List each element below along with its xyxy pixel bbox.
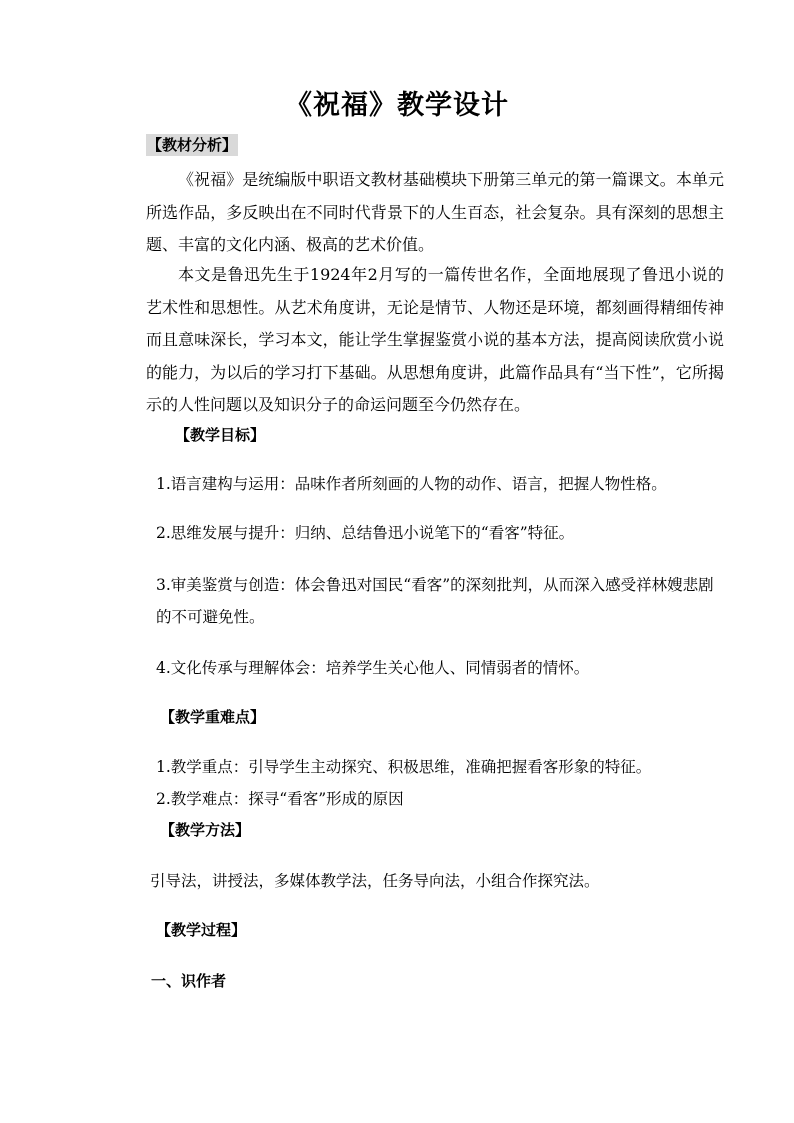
goal-item-4: 4.文化传承与理解体会：培养学生关心他人、同情弱者的情怀。 <box>156 659 590 677</box>
goal-item-3: 3.审美鉴赏与创造：体会鲁迅对国民“看客”的深刻批判，从而深入感受祥林嫂悲剧的不可避免性。 <box>156 576 714 626</box>
key-point-item-1: 1.教学重点：引导学生主动探究、积极思维，准确把握看客形象的特征。 <box>156 758 652 776</box>
section-heading-goals: 【教学目标】 <box>175 426 266 444</box>
analysis-paragraph-2: 本文是鲁迅先生于1924年2月写的一篇传世名作，全面地展现了鲁迅小说的艺术性和思想性。从艺术角度讲，无论是情节、人物还是环境，都刻画得精细传神而且意味深长，学习本文，能让学生掌握鉴赏小说的基本方法，提高阅读欣赏小说的能力，为以后的学习打下基础。从思想角度讲，此篇作品具有“当下性”，它所揭示的人性问题以及知识分子的命运问题至今仍然存在。 <box>146 265 724 414</box>
goal-item-1: 1.语言建构与运用：品味作者所刻画的人物的动作、语言，把握人物性格。 <box>156 475 667 493</box>
methods-text: 引导法，讲授法，多媒体教学法，任务导向法，小组合作探究法。 <box>150 872 600 890</box>
document-title: 《祝福》教学设计 <box>285 90 509 121</box>
section-heading-methods: 【教学方法】 <box>160 821 251 839</box>
analysis-paragraph-1: 《祝福》是统编版中职语文教材基础模块下册第三单元的第一篇课文。本单元所选作品，多反映出在不同时代背景下的人生百态，社会复杂。具有深刻的思想主题、丰富的文化内涵、极高的艺术价值。 <box>146 170 724 254</box>
key-point-item-2: 2.教学难点：探寻“看客”形成的原因 <box>156 790 404 808</box>
section-heading-key-points: 【教学重难点】 <box>160 708 266 726</box>
process-subheading-author: 一、识作者 <box>151 972 227 990</box>
goal-item-2: 2.思维发展与提升：归纳、总结鲁迅小说笔下的“看客”特征。 <box>156 524 575 542</box>
section-heading-process: 【教学过程】 <box>156 921 247 939</box>
section-heading-analysis: 【教材分析】 <box>147 136 238 154</box>
